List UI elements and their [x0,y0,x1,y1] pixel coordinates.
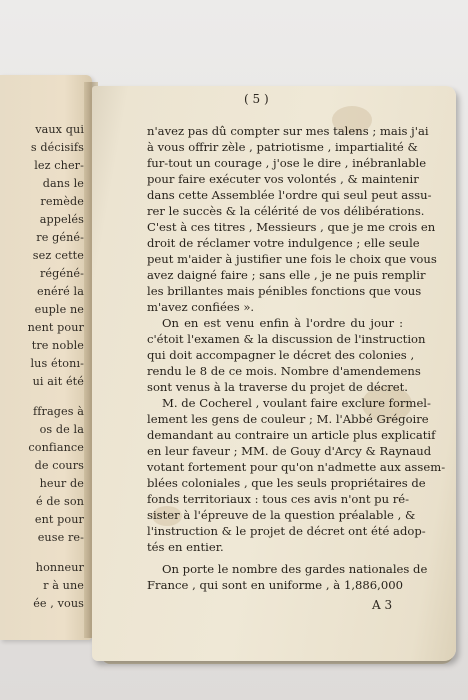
text-line: m'avez confiées ». [147,300,255,314]
left-page-line: ée , vous [33,597,84,610]
left-page-line: ffrages à [33,405,84,418]
text-line: tés en entier. [147,540,224,554]
text-line: qui doit accompagner le décret des colonies , [147,348,415,362]
text-line: rer le succès & la célérité de vos délibérations. [147,204,425,218]
left-page-line: ent pour [34,513,84,526]
text-line: l'instruction & le projet de décret ont été adop- [147,524,426,538]
left-page-line: r à une [43,579,84,592]
left-page-line: confiance [28,441,84,454]
left-page [0,75,92,640]
text-line: On porte le nombre des gardes nationales de [162,562,428,576]
text-line: fur-tout un courage , j'ose le dire , inébranlable [147,156,427,170]
signature-mark: A 3 [372,598,393,612]
text-line: n'avez pas dû compter sur mes talens ; mais j'ai [147,124,429,138]
text-line: M. de Cocherel , voulant faire exclure formel- [162,396,431,410]
left-page-line: os de la [39,423,84,436]
text-line: pour faire exécuter vos volontés , & maintenir [147,172,419,186]
page-number: ( 5 ) [244,92,269,106]
left-page-line: s décisifs [30,141,84,154]
text-line: à vous offrir zèle , patriotisme , impartialité & [147,140,418,154]
text-line: les brillantes mais pénibles fonctions que vous [147,284,422,298]
text-line: demandant au contraire un article plus explicatif [147,428,436,442]
left-page-line: remède [40,195,84,208]
left-page-line: é de son [36,495,84,508]
text-line: avez daigné faire ; sans elle , je ne puis remplir [147,268,426,282]
text-line: rendu le 8 de ce mois. Nombre d'amendemens [147,364,421,378]
left-page-line: régéné- [39,267,84,280]
left-page-line: dans le [42,177,84,190]
left-page-line: appelés [39,213,84,226]
left-page-line: nent pour [27,321,84,334]
text-line: c'étoit l'examen & la discussion de l'instruction [147,332,426,346]
text-line: lement les gens de couleur ; M. l'Abbé Grégoire [147,412,429,426]
text-line: blées coloniales , que les seuls propriétaires de [147,476,426,490]
text-line: France , qui sont en uniforme , à 1,886,000 [147,578,403,592]
left-page-line: euse re- [37,531,84,544]
text-line: C'est à ces titres , Messieurs , que je me crois en [147,220,436,234]
left-page-line: honneur [35,561,84,574]
text-line: droit de réclamer votre indulgence ; elle seule [147,236,420,250]
text-line: sont venus à la traverse du projet de décret. [147,380,408,394]
left-page-line: lus étonı- [30,357,84,370]
left-page-line: euple ne [34,303,84,316]
left-page-line: heur de [39,477,84,490]
left-page-line: re géné- [36,231,84,244]
text-line: sister à l'épreuve de la question préalable , & [147,508,416,522]
text-line: peut m'aider à justifier une fois le choix que vous [147,252,437,266]
left-page-line: vaux qui [35,123,84,136]
text-line: votant fortement pour qu'on n'admette aux assem- [147,460,446,474]
text-line: On en est venu enfin à l'ordre du jour : [162,316,403,330]
left-page-line: ui ait été [32,375,84,388]
left-page-line: tre noble [31,339,84,352]
text-line: dans cette Assemblée l'ordre qui seul peut assu- [147,188,432,202]
left-page-line: de cours [34,459,84,472]
text-line: en leur faveur ; MM. de Gouy d'Arcy & Raynaud [147,444,432,458]
text-line: fonds territoriaux : tous ces avis n'ont pu ré- [147,492,410,506]
left-page-line: lez cher- [34,159,84,172]
left-page-line: enéré la [36,285,84,298]
left-page-line: sez cette [32,249,84,262]
